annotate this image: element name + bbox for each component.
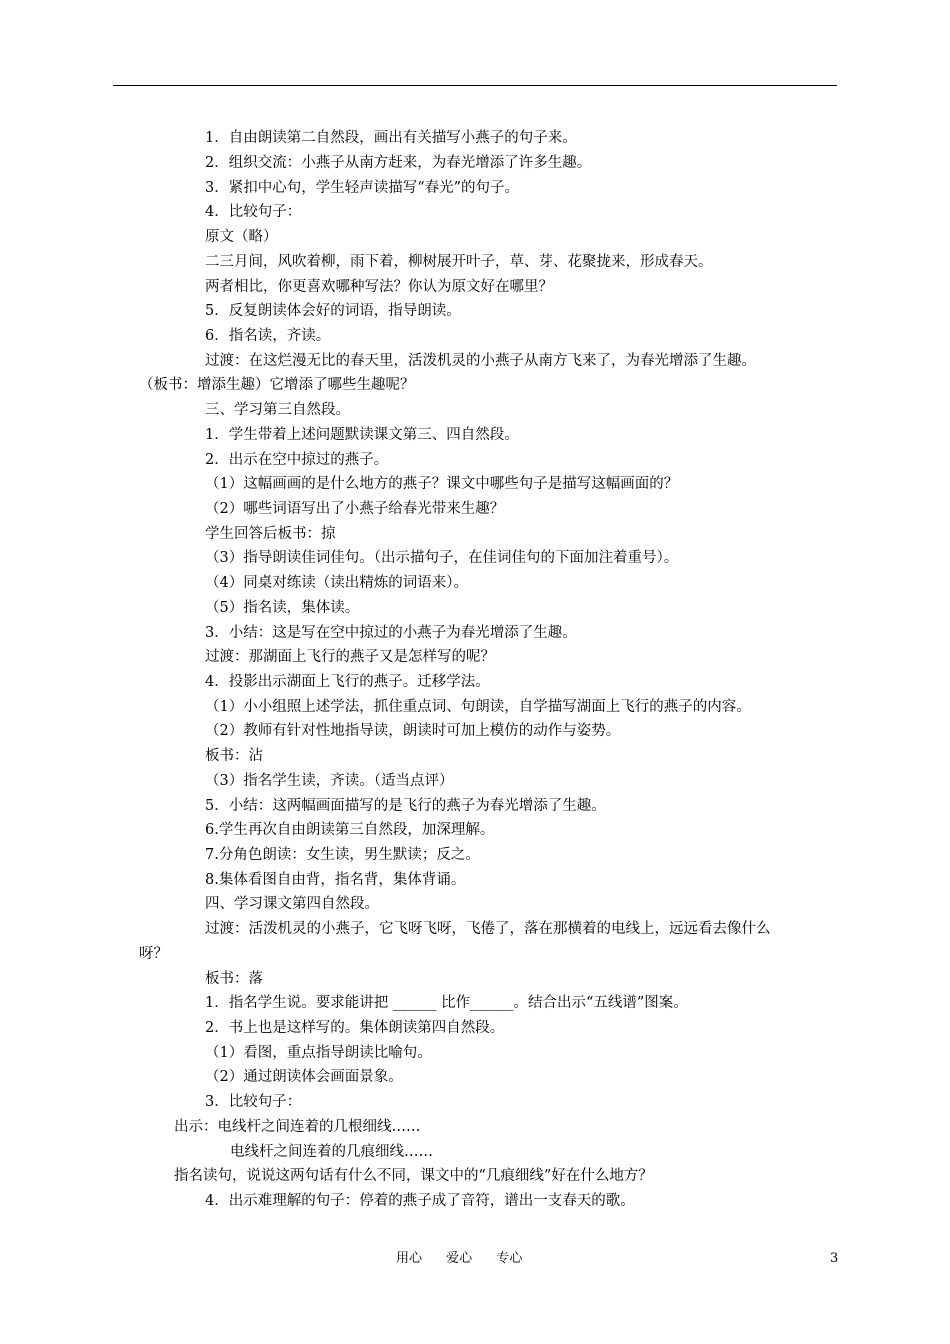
text-line: 1．自由朗读第二自然段，画出有关描写小燕子的句子来。 bbox=[205, 130, 577, 146]
text-line: 电线杆之间连着的几痕细线…… bbox=[230, 1144, 433, 1160]
text-line: 5．反复朗读体会好的词语，指导朗读。 bbox=[205, 303, 461, 319]
footer-word: 用心 bbox=[396, 1251, 423, 1266]
text-line: 6.学生再次自由朗读第三自然段，加深理解。 bbox=[205, 822, 495, 838]
text-line: 4．出示难理解的句子：停着的燕子成了音符，谱出一支春天的歌。 bbox=[205, 1193, 635, 1209]
text-line: 6．指名读，齐读。 bbox=[205, 328, 331, 344]
text-line: 板书：落 bbox=[205, 971, 263, 987]
text-line: （5）指名读，集体读。 bbox=[205, 600, 360, 616]
text-line: （2）教师有针对性地指导读，朗读时可加上模仿的动作与姿势。 bbox=[205, 723, 621, 739]
page-number: 3 bbox=[830, 1251, 839, 1266]
text-line: 2．组织交流：小燕子从南方赶来，为春光增添了许多生趣。 bbox=[205, 155, 592, 171]
text-line: 2．出示在空中掠过的燕子。 bbox=[205, 452, 389, 468]
section-heading: 四、学习课文第四自然段。 bbox=[205, 896, 379, 912]
text-line: 过渡：那湖面上飞行的燕子又是怎样写的呢？ bbox=[205, 649, 495, 665]
text-line: 3．比较句子： bbox=[205, 1094, 302, 1110]
footer-slogan bbox=[396, 1250, 542, 1268]
text-line: 8.集体看图自由背，指名背，集体背诵。 bbox=[205, 872, 466, 888]
text-line: （2）哪些词语写出了小燕子给春光带来生趣？ bbox=[205, 501, 505, 517]
text-line: （3）指导朗读佳词佳句。（出示描句子，在佳词佳句的下面加注着重号）。 bbox=[205, 550, 679, 566]
text-line: 出示：电线杆之间连着的几根细线…… bbox=[174, 1119, 421, 1135]
text-line: 4．投影出示湖面上飞行的燕子。迁移学法。 bbox=[205, 674, 490, 690]
footer-word: 爱心 bbox=[446, 1251, 473, 1266]
text-line: 3．小结：这是写在空中掠过的小燕子为春光增添了生趣。 bbox=[205, 625, 577, 641]
text-line: 2．书上也是这样写的。集体朗读第四自然段。 bbox=[205, 1020, 505, 1036]
text-line: 1．指名学生说。要求能讲把 ______ 比作______。结合出示“五线谱”图案。 bbox=[205, 995, 688, 1011]
text-line: 学生回答后板书：掠 bbox=[205, 526, 336, 542]
text-line: 1．学生带着上述问题默读课文第三、四自然段。 bbox=[205, 427, 519, 443]
footer-word: 专心 bbox=[496, 1251, 523, 1266]
text-line: 5．小结：这两幅画面描写的是飞行的燕子为春光增添了生趣。 bbox=[205, 798, 606, 814]
text-line: 呀？ bbox=[139, 946, 168, 962]
text-line: 二三月间，风吹着柳，雨下着，柳树展开叶子，草、芽、花聚拢来，形成春天。 bbox=[205, 254, 713, 270]
text-line: 原文（略） bbox=[205, 229, 278, 245]
text-line: （3）指名学生读，齐读。（适当点评） bbox=[205, 773, 454, 789]
text-line: （2）通过朗读体会画面景象。 bbox=[205, 1069, 403, 1085]
text-line: 7.分角色朗读：女生读，男生默读；反之。 bbox=[205, 847, 480, 863]
text-line: （4）同桌对练读（读出精炼的词语来）。 bbox=[205, 575, 468, 591]
header-rule bbox=[113, 85, 837, 86]
text-line: 4．比较句子： bbox=[205, 204, 302, 220]
text-line: （1）小小组照上述学法，抓住重点词、句朗读，自学描写湖面上飞行的燕子的内容。 bbox=[205, 699, 751, 715]
section-heading: 三、学习第三自然段。 bbox=[205, 402, 350, 418]
text-line: 指名读句，说说这两句话有什么不同，课文中的“几痕细线”好在什么地方？ bbox=[174, 1168, 653, 1184]
text-line: 过渡：活泼机灵的小燕子，它飞呀飞呀，飞倦了，落在那横着的电线上，远远看去像什么 bbox=[205, 921, 771, 937]
text-line: （板书：增添生趣）它增添了哪些生趣呢？ bbox=[139, 377, 415, 393]
text-line: （1）看图，重点指导朗读比喻句。 bbox=[205, 1045, 432, 1061]
text-line: （1）这幅画画的是什么地方的燕子？课文中哪些句子是描写这幅画面的？ bbox=[205, 476, 679, 492]
text-line: 过渡：在这烂漫无比的春天里，活泼机灵的小燕子从南方飞来了，为春光增添了生趣。 bbox=[205, 353, 756, 369]
text-line: 两者相比，你更喜欢哪种写法？你认为原文好在哪里？ bbox=[205, 279, 553, 295]
text-line: 板书：沾 bbox=[205, 748, 263, 764]
text-line: 3．紧扣中心句，学生轻声读描写“春光”的句子。 bbox=[205, 180, 520, 196]
